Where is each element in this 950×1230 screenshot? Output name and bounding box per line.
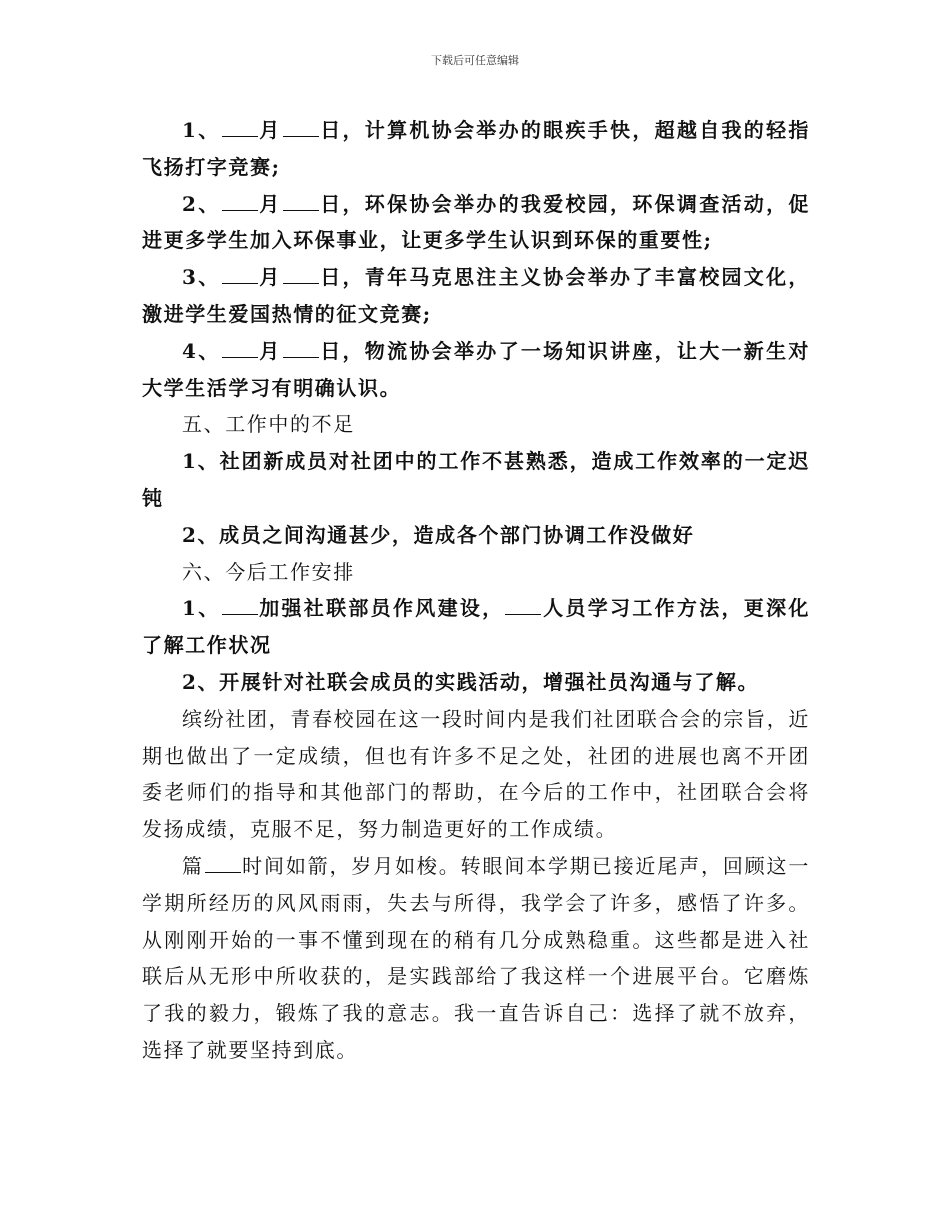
- fill-blank: [283, 116, 319, 137]
- paragraph-plan-2: 2、开展针对社联会成员的实践活动，增强社员沟通与了解。: [182, 669, 760, 694]
- paragraph-shortcoming-2: 2、成员之间沟通甚少，造成各个部门协调工作没做好: [182, 522, 695, 547]
- page-header: 下载后可任意编辑: [431, 54, 519, 67]
- fill-blank: [283, 263, 319, 284]
- paragraph-3: 3、 月 日，青年马克思注主义协会举办了丰富校园文化，激进学生爱国热情的征文竞赛;: [142, 265, 810, 326]
- section-heading-shortcomings: 五、工作中的不足: [182, 412, 355, 437]
- paragraph-summary: 缤纷社团，青春校园在这一段时间内是我们社团联合会的宗旨，近期也做出了一定成绩，但也有许多不足之处，社团的进展也离不开团委老师们的指导和其他部门的帮助，在今后的工作中，社团联合会将发扬成绩，克服不足，努力制造更好的工作成绩。: [142, 706, 810, 842]
- paragraph-shortcoming-1: 1、社团新成员对社团中的工作不甚熟悉，造成工作效率的一定迟钝: [142, 449, 810, 510]
- paragraph-2: 2、 月 日，环保协会举办的我爱校园，环保调查活动，促进更多学生加入环保事业，让更多学生认识到环保的重要性;: [142, 191, 810, 253]
- section-heading-future-plans: 六、今后工作安排: [182, 559, 355, 584]
- fill-blank: [505, 594, 541, 615]
- document-body: [142, 112, 810, 1069]
- fill-blank: [222, 263, 258, 284]
- fill-blank: [205, 852, 241, 873]
- paragraph-4: 4、 月 日，物流协会举办了一场知识讲座，让大一新生对大学生活学习有明确认识。: [142, 338, 810, 400]
- fill-blank: [283, 337, 319, 358]
- paragraph-plan-1: 1、 加强社联部员作风建设， 人员学习工作方法，更深化了解工作状况: [142, 596, 810, 658]
- fill-blank: [222, 190, 258, 211]
- fill-blank: [222, 116, 258, 137]
- fill-blank: [222, 337, 258, 358]
- paragraph-reflection: 篇 时间如箭，岁月如梭。转眼间本学期已接近尾声，回顾这一学期所经历的风风雨雨，失去与所得，我学会了许多，感悟了许多。从刚刚开始的一事不懂到现在的稍有几分成熟稳重。这些都是进入社联后从无形中所收获的，是实践部给了我这样一个进展平台。它磨炼了我的毅力，锻炼了我的意志。我一直告诉自己：选择了就不放弃，选择了就要坚持到底。: [142, 853, 810, 1062]
- fill-blank: [222, 594, 258, 615]
- paragraph-1: 1、 月 日，计算机协会举办的眼疾手快，超越自我的轻指飞扬打字竞赛;: [142, 118, 810, 179]
- fill-blank: [283, 190, 319, 211]
